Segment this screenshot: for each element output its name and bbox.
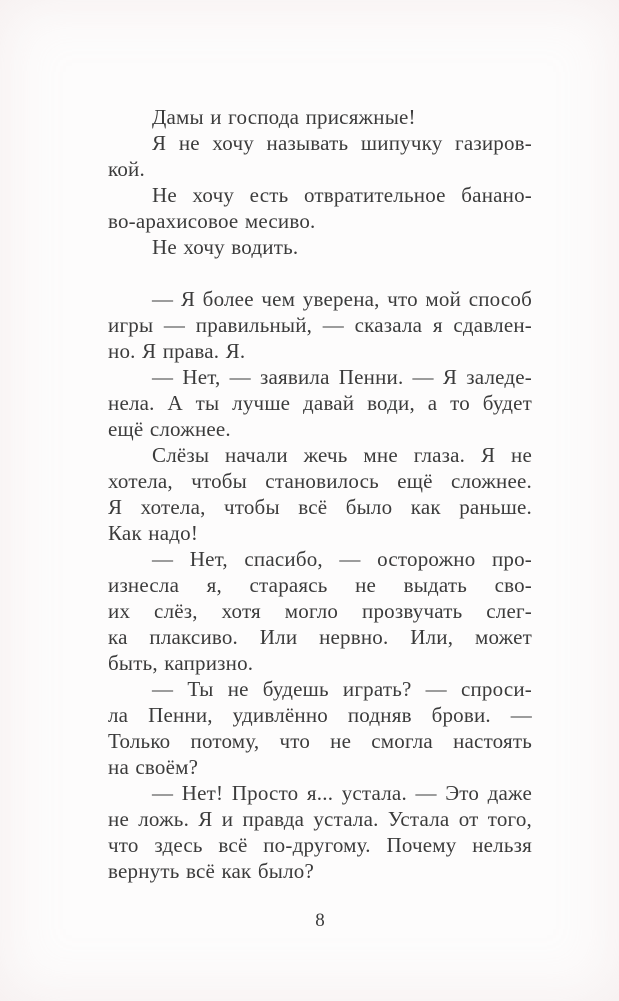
text-line: что здесь всё по-другому. Почему нельзя (108, 833, 532, 857)
text-line: нела. А ты лучше давай води, а то будет (108, 391, 532, 415)
text-line: их слёз, хотя могло прозвучать слег- (108, 599, 532, 623)
text-line: Как надо! (108, 521, 199, 545)
paragraph (108, 676, 532, 780)
paragraph (108, 286, 532, 364)
text-line: во-арахисовое месиво. (108, 209, 316, 233)
paragraph (108, 130, 532, 182)
text-line: Я хотела, чтобы всё было как раньше. (108, 495, 532, 519)
text-line: — Нет, — заявила Пенни. — Я заледе- (152, 365, 532, 389)
page-number: 8 (315, 910, 325, 931)
text-line: но. Я права. Я. (108, 339, 246, 363)
text-line: Не хочу есть отвратительное банано- (152, 183, 532, 207)
paragraph (108, 546, 532, 676)
text-line: ещё сложнее. (108, 417, 231, 441)
text-line: Только потому, что не смогла настоять (108, 729, 532, 753)
paragraph (108, 364, 532, 442)
text-line: — Ты не будешь играть? — спроси- (152, 677, 532, 701)
text-line: игры — правильный, — сказала я сдавлен- (108, 313, 532, 337)
paragraph (108, 780, 532, 884)
scene-break (108, 260, 532, 286)
text-line: быть, капризно. (108, 651, 254, 675)
text-block (108, 104, 532, 884)
text-line: Я не хочу называть шипучку газиров- (152, 131, 532, 155)
paragraph (108, 104, 532, 130)
text-line: на своём? (108, 755, 199, 779)
text-line: вернуть всё как было? (108, 859, 314, 883)
text-line: — Я более чем уверена, что мой способ (152, 287, 532, 311)
text-line: Слёзы начали жечь мне глаза. Я не (152, 443, 532, 467)
paragraph (108, 442, 532, 546)
text-line: — Нет! Просто я... устала. — Это даже (152, 781, 532, 805)
text-line: ла Пенни, удивлённо подняв брови. — (108, 703, 532, 727)
text-line: Дамы и господа присяжные! (152, 105, 416, 129)
text-line: ка плаксиво. Или нервно. Или, может (108, 625, 532, 649)
text-line: не ложь. Я и правда устала. Устала от того, (108, 807, 532, 831)
text-line: изнесла я, стараясь не выдать сво- (108, 573, 532, 597)
text-line: кой. (108, 157, 145, 181)
text-line: Не хочу водить. (152, 235, 299, 259)
paragraph (108, 182, 532, 234)
text-line: хотела, чтобы становилось ещё сложнее. (108, 469, 532, 493)
text-line: — Нет, спасибо, — осторожно про- (152, 547, 532, 571)
paragraph (108, 234, 532, 260)
